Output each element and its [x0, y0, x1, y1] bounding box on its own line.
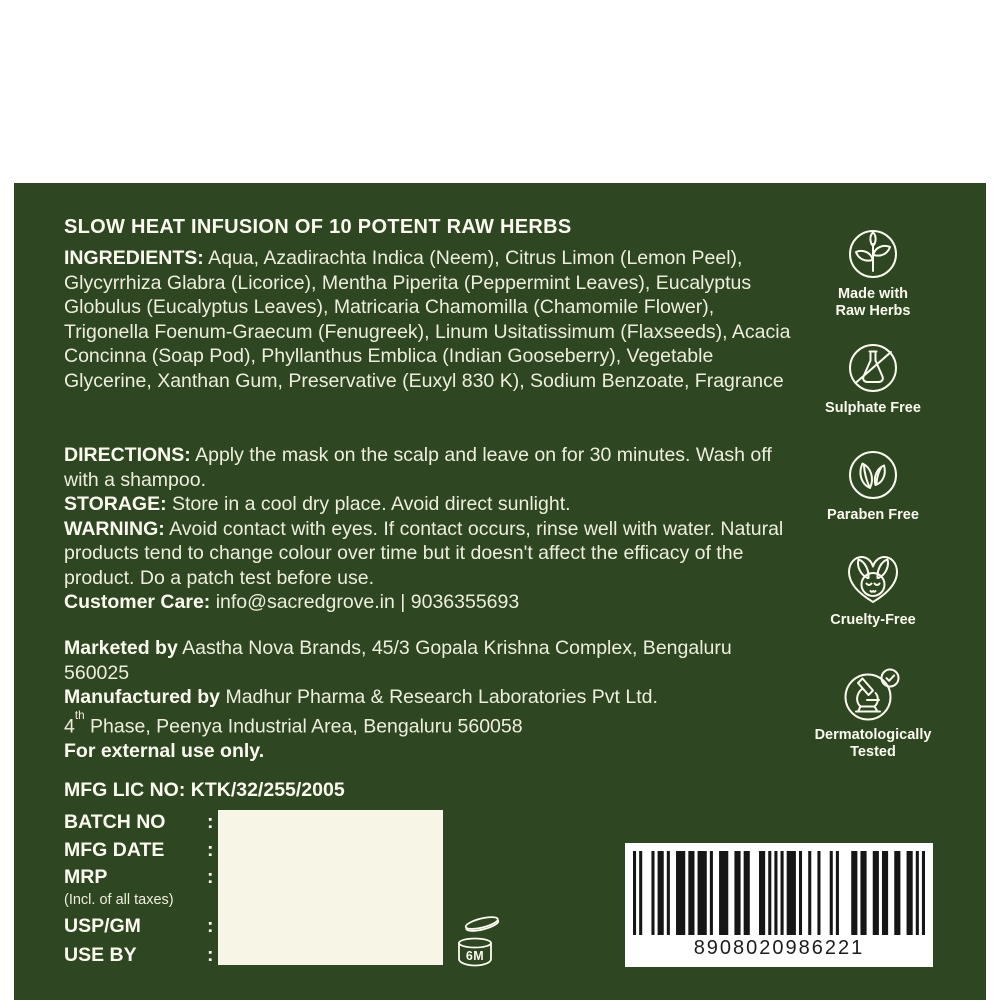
- customer-care-paragraph: [64, 590, 800, 615]
- period-after-opening-jar-icon: [446, 910, 514, 976]
- badge-label-line: Raw Herbs: [835, 303, 911, 319]
- ingredients-text: Aqua, Azadirachta Indica (Neem), Citrus Limon (Lemon Peel), Glycyrrhiza Glabra (Licorice), Mentha Piperita (Peppermint Leaves), Eucalyptus Globulus (Eucalyptus Leaves), Matricaria Chamomilla (Chamomile Flower), Trigonella Foenum-Graecum (Fenugreek), Linum Usitatissimum (Flaxseeds), Acacia Concinna (Soap Pod), Phyllanthus Emblica (Indian Gooseberry), Vegetable Glycerine, Xanthan Gum, Preservative (Euxyl 830 K), Sodium Benzoate, Fragrance: [64, 247, 791, 392]
- badge-dermatologically-tested: [793, 666, 953, 761]
- directions-paragraph: [64, 443, 800, 492]
- mfg-lic-label: MFG LIC NO:: [64, 779, 186, 801]
- mrp-label: MRP: [64, 865, 108, 888]
- badge-label-line: Cruelty-Free: [830, 612, 916, 628]
- usp-gm-label: USP/GM: [64, 915, 141, 938]
- external-use-note: [64, 739, 800, 764]
- directions-label: DIRECTIONS:: [64, 444, 191, 466]
- company-section: [64, 636, 800, 763]
- sulphate-free-icon: [846, 341, 900, 395]
- customer-care-label: Customer Care:: [64, 591, 211, 613]
- use-by-colon: :: [207, 943, 214, 966]
- cruelty-free-icon: [844, 553, 902, 607]
- mfg-date-label: MFG DATE: [64, 838, 165, 861]
- marketed-by-paragraph: [64, 636, 800, 685]
- mrp-taxes-note: (Incl. of all taxes): [64, 892, 174, 908]
- mfg-date-colon: :: [207, 838, 214, 861]
- usage-section: [64, 443, 800, 615]
- customer-care-text: info@sacredgrove.in | 9036355693: [210, 591, 520, 613]
- badge-label-line: Sulphate Free: [825, 400, 921, 416]
- marketed-by-label: Marketed by: [64, 637, 178, 659]
- mfg-date-row: [64, 836, 484, 864]
- marketed-by-text: Aastha Nova Brands, 45/3 Gopala Krishna Complex, Bengaluru 560025: [64, 637, 732, 684]
- storage-paragraph: [64, 492, 800, 517]
- fill-in-table: [64, 808, 484, 969]
- paraben-free-icon: [846, 448, 900, 502]
- badge-label-line: Made with: [837, 286, 909, 302]
- mrp-colon: :: [207, 865, 214, 888]
- mrp-row: [64, 864, 484, 890]
- barcode-bars: [633, 851, 925, 935]
- use-by-label: USE BY: [64, 943, 137, 966]
- barcode-number: 8908020986221: [693, 937, 865, 959]
- usp-gm-row: [64, 912, 484, 941]
- warning-text: Avoid contact with eyes. If contact occurs, rinse well with water. Natural products tend to change colour over time but it doesn't affect the efficacy of the product. Do a patch test before use.: [64, 517, 784, 589]
- usp-gm-colon: :: [207, 915, 214, 938]
- badge-label-line: Dermatologically: [814, 727, 932, 743]
- mfg-lic-value: KTK/32/255/2005: [185, 779, 345, 801]
- dermatologically-tested-icon: [841, 666, 905, 722]
- mfg-lic-line: [64, 778, 345, 803]
- address-ordinal: th: [74, 709, 85, 723]
- raw-herbs-icon: [846, 227, 900, 281]
- batch-no-label: BATCH NO: [64, 810, 166, 833]
- badge-made-with-raw-herbs: [793, 227, 953, 320]
- manufactured-by-text: Madhur Pharma & Research Laboratories Pvt Ltd.: [220, 686, 658, 708]
- badge-sulphate-free: [793, 341, 953, 417]
- ingredients-paragraph: [64, 246, 800, 393]
- badge-cruelty-free: [793, 553, 953, 629]
- batch-no-colon: :: [207, 810, 214, 833]
- warning-paragraph: [64, 517, 800, 591]
- storage-label: STORAGE:: [64, 493, 167, 515]
- label-green-panel: [14, 183, 986, 1000]
- external-use-text: For external use only.: [64, 739, 265, 762]
- barcode: [625, 843, 933, 967]
- badge-label-line: Paraben Free: [827, 507, 919, 523]
- manufacturer-address: [64, 710, 800, 739]
- directions-text: Apply the mask on the scalp and leave on for 30 minutes. Wash off with a shampoo.: [64, 444, 772, 491]
- manufactured-by-paragraph: [64, 685, 800, 710]
- manufactured-by-label: Manufactured by: [64, 686, 221, 708]
- warning-label: WARNING:: [64, 517, 165, 540]
- pao-duration-label: 6M: [465, 949, 485, 963]
- badge-paraben-free: [793, 448, 953, 524]
- address-text: Phase, Peenya Industrial Area, Bengaluru 560058: [84, 715, 523, 737]
- use-by-row: [64, 941, 484, 969]
- ingredients-label: INGREDIENTS:: [64, 247, 204, 269]
- storage-text: Store in a cool dry place. Avoid direct sunlight.: [166, 493, 571, 515]
- batch-no-row: [64, 808, 484, 836]
- label-heading: SLOW HEAT INFUSION OF 10 POTENT RAW HERBS: [64, 216, 572, 238]
- badge-label-line: Tested: [850, 744, 896, 760]
- address-number: 4: [64, 715, 75, 737]
